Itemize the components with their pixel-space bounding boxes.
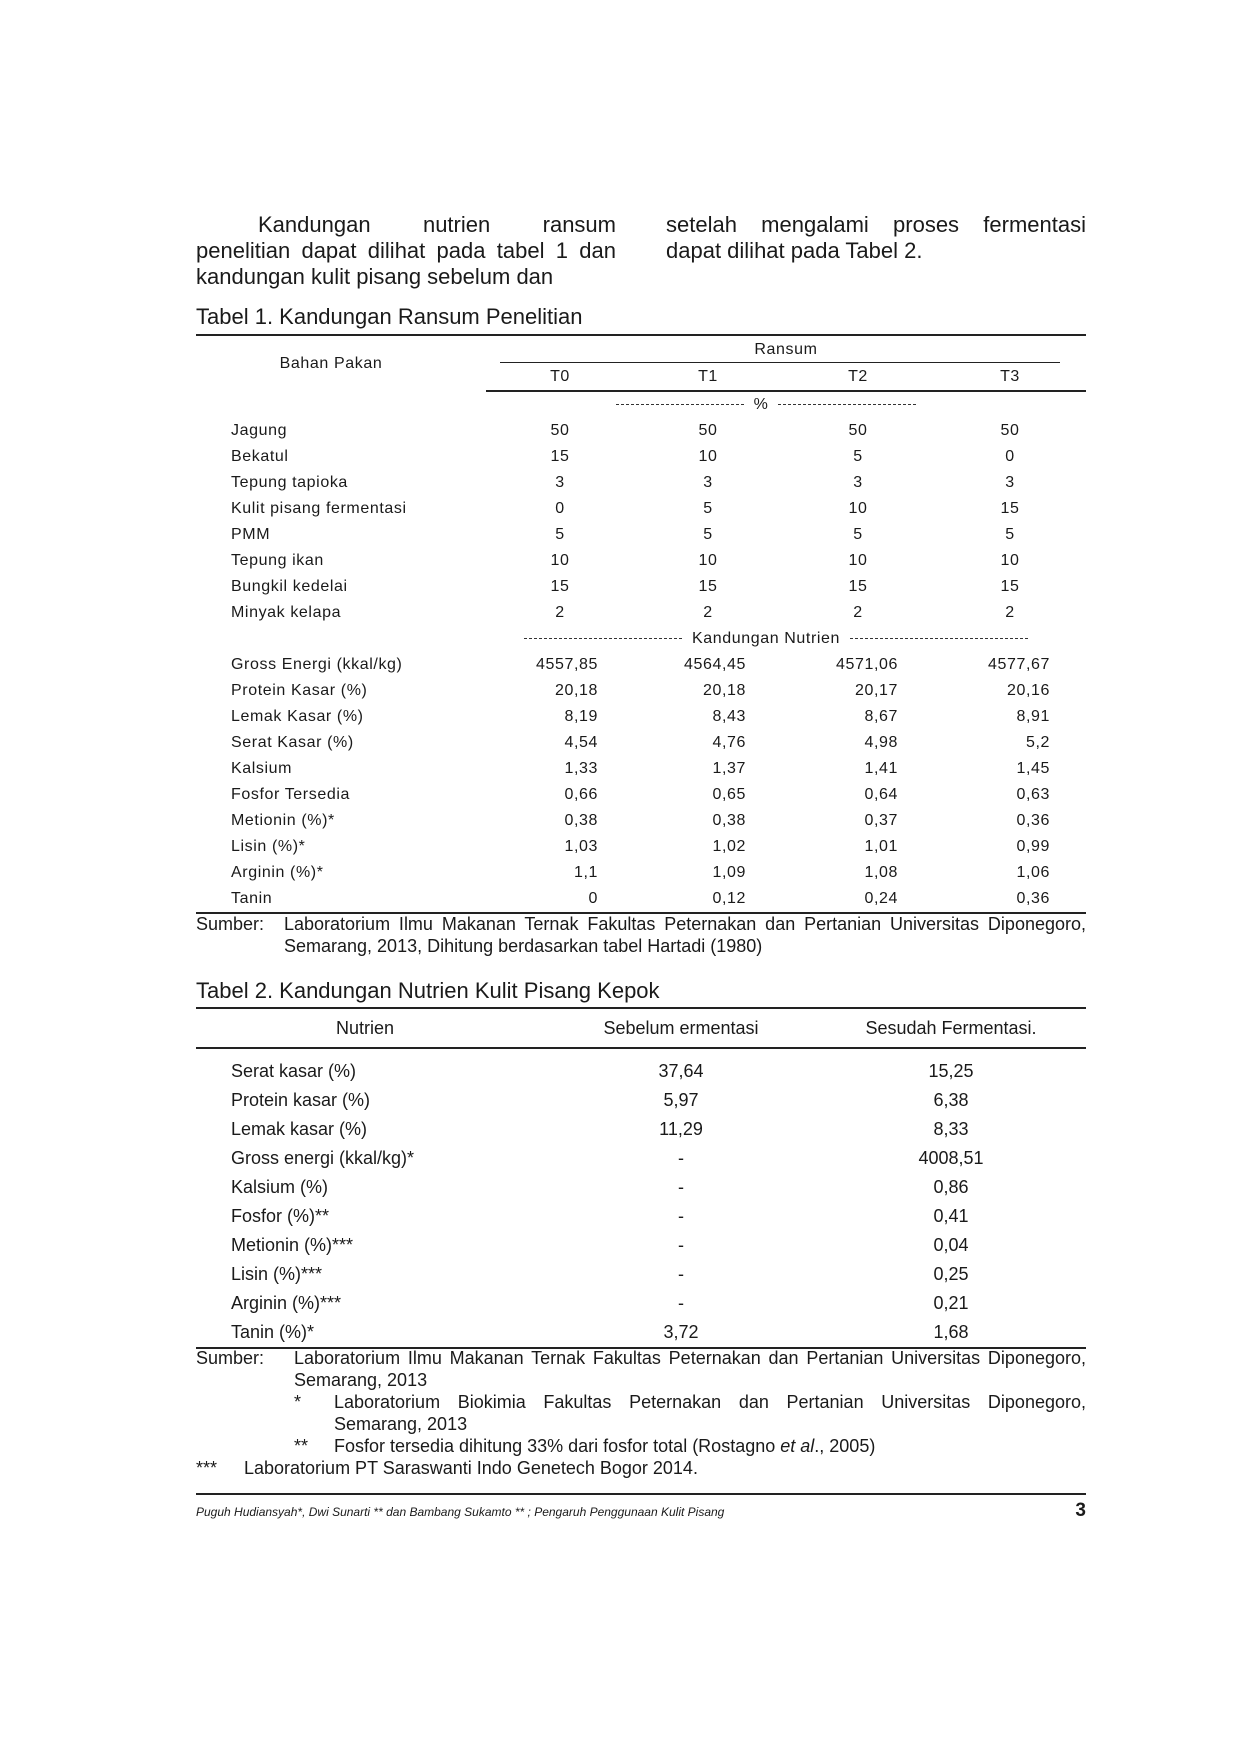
table-row: Lemak Kasar (%) 8,19 8,43 8,67 8,91 <box>231 708 1050 725</box>
table2-header-nutrien: Nutrien <box>196 1008 546 1048</box>
table-row: Lisin (%)* 1,03 1,02 1,01 0,99 <box>231 838 1050 855</box>
table1-col-header: T3 <box>934 363 1086 391</box>
table-row: Metionin (%)* 0,38 0,38 0,37 0,36 <box>231 812 1050 829</box>
table2-source <box>196 1347 1086 1479</box>
table-row: Bekatul 15 10 5 0 <box>231 448 1015 465</box>
intro-left-column: Kandungan nutrien ransum penelitian dapat dilihat pada tabel 1 dan kandungan kulit pisang sebelum dan <box>196 212 616 289</box>
table-row: Arginin (%)* 1,1 1,09 1,08 1,06 <box>231 864 1050 881</box>
table1-ransum-rule <box>500 362 1060 363</box>
table-row: Protein Kasar (%) 20,18 20,18 20,17 20,16 <box>231 682 1050 699</box>
table-row: Lemak kasar (%) 11,29 8,33 <box>231 1119 969 1139</box>
table-row: Tanin (%)* 3,72 1,68 <box>196 1318 1086 1348</box>
table-row: Gross Energi (kkal/kg) 4557,85 4564,45 4571,06 4577,67 <box>231 656 1050 673</box>
table-row: Fosfor Tersedia 0,66 0,65 0,64 0,63 <box>231 786 1050 803</box>
note-text: Laboratorium Biokimia Fakultas Peternakan dan Pertanian Universitas Diponegoro, Semarang, 2013 <box>334 1392 1086 1434</box>
table-row: Serat kasar (%) 37,64 15,25 <box>231 1061 974 1081</box>
table1-header-ransum-label: Ransum <box>754 340 818 358</box>
table-row: Tepung ikan 10 10 10 10 <box>231 552 1020 569</box>
table-row: Kalsium (%) - 0,86 <box>231 1177 969 1197</box>
table-row: Metionin (%)*** - 0,04 <box>231 1235 969 1255</box>
table-row: Bungkil kedelai 15 15 15 15 <box>231 578 1020 595</box>
table-row: Fosfor (%)** - 0,41 <box>231 1206 969 1226</box>
table-row: Lisin (%)*** - 0,25 <box>231 1264 969 1284</box>
table-row: Gross energi (kkal/kg)* - 4008,51 <box>231 1148 984 1168</box>
page-number: 3 <box>1075 1500 1086 1521</box>
table2-header-after: Sesudah Fermentasi. <box>816 1008 1086 1048</box>
table-row: Minyak kelapa 2 2 2 2 <box>231 604 1015 621</box>
table1-header-bahan: Bahan Pakan <box>196 335 486 391</box>
table1 <box>196 334 1086 914</box>
table-row: PMM 5 5 5 5 <box>231 526 1015 543</box>
intro-right-column: setelah mengalami proses fermentasi dapat dilihat pada Tabel 2. <box>666 212 1086 263</box>
table-row: Serat Kasar (%) 4,54 4,76 4,98 5,2 <box>231 734 1050 751</box>
table2-caption: Tabel 2. Kandungan Nutrien Kulit Pisang Kepok <box>196 978 660 1003</box>
running-head: Puguh Hudiansyah*, Dwi Sunarti ** dan Bambang Sukamto ** ; Pengaruh Penggunaan Kulit Pisang <box>196 1505 725 1519</box>
table1-col-header: T0 <box>486 363 634 391</box>
table1-header-ransum <box>486 335 1086 363</box>
table1-col-header: T1 <box>634 363 782 391</box>
table-row: Tanin 0 0,12 0,24 0,36 <box>196 886 1086 913</box>
table2-header-before: Sebelum ermentasi <box>546 1008 816 1048</box>
table1-source-label: Sumber: <box>196 914 265 934</box>
note-text: Fosfor tersedia dihitung 33% dari fosfor total (Rostagno et al., 2005) <box>334 1436 876 1456</box>
intro-paragraph <box>196 212 1086 290</box>
note-mark: ** <box>294 1436 309 1456</box>
page-footer <box>196 1493 1086 1522</box>
table1-unit-separator: % <box>486 391 1086 418</box>
table-row: Tepung tapioka 3 3 3 3 <box>231 474 1015 491</box>
table2 <box>196 1007 1086 1349</box>
table2-source-text: Laboratorium Ilmu Makanan Ternak Fakultas Peternakan dan Pertanian Universitas Diponegoro, Semarang, 2013 <box>294 1348 1086 1390</box>
note-mark: * <box>294 1392 302 1412</box>
table-row: Arginin (%)*** - 0,21 <box>231 1293 969 1313</box>
table1-caption: Tabel 1. Kandungan Ransum Penelitian <box>196 304 583 329</box>
table-row: Jagung 50 50 50 50 <box>231 422 1020 439</box>
note-mark: *** <box>196 1458 218 1478</box>
table-row: Protein kasar (%) 5,97 6,38 <box>231 1090 969 1110</box>
table-row: Kalsium 1,33 1,37 1,41 1,45 <box>231 760 1050 777</box>
table1-source-text: Laboratorium Ilmu Makanan Ternak Fakultas Peternakan dan Pertanian Universitas Diponegoro, Semarang, 2013, Dihitung berdasarkan tabel Hartadi (1980) <box>284 914 1086 956</box>
note-text: Laboratorium PT Saraswanti Indo Genetech Bogor 2014. <box>244 1458 698 1478</box>
table2-source-label: Sumber: <box>196 1348 265 1368</box>
table1-col-header: T2 <box>782 363 934 391</box>
table1-nutrient-separator: Kandungan Nutrien <box>486 626 1086 652</box>
table1-source <box>196 913 1086 957</box>
table-row: Kulit pisang fermentasi 0 5 10 15 <box>231 500 1020 517</box>
